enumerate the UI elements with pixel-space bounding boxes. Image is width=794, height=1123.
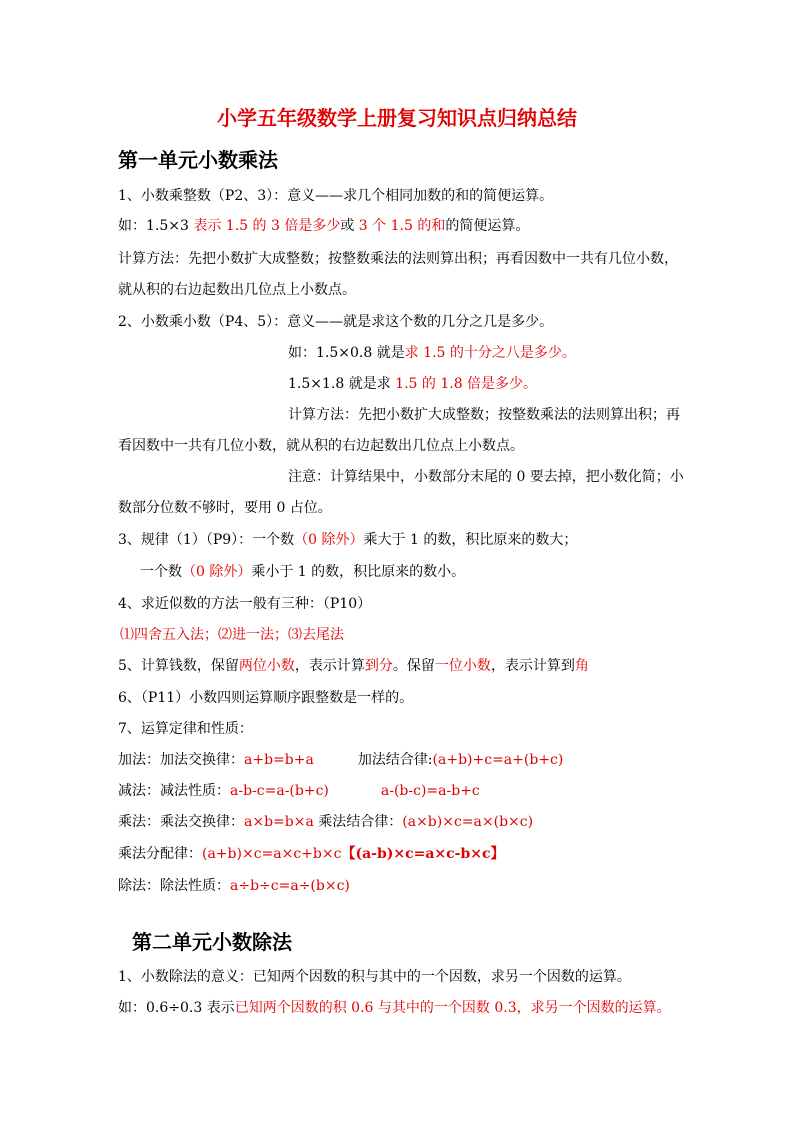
formula: a-(b-c)=a-b+c <box>380 783 480 799</box>
text: ，表示计算 <box>294 658 365 674</box>
text: 减法：减法性质： <box>118 783 230 799</box>
rule-line <box>140 562 465 582</box>
text: 1.5×1.8 就是求 <box>288 376 396 392</box>
text: 5、计算钱数，保留 <box>118 658 239 674</box>
paragraph: 1、小数乘整数（P2、3）：意义——求几个相同加数的和的简便运算。 <box>118 188 554 204</box>
text: 乘法结合律： <box>313 814 403 830</box>
text: 一个数 <box>140 564 182 580</box>
text: 如：1.5×3 <box>118 218 194 234</box>
formula: 【(a-b)×c=a×c-b×c】 <box>341 846 505 862</box>
page-title: 小学五年级数学上册复习知识点归纳总结 <box>217 106 577 130</box>
text: 乘法：乘法交换律： <box>118 814 244 830</box>
law-line <box>118 781 480 801</box>
rule-line <box>118 530 577 550</box>
unit1-heading: 第一单元小数乘法 <box>118 148 278 172</box>
paragraph: 6、（P11）小数四则运算顺序跟整数是一样的。 <box>118 690 414 706</box>
highlight-text: （0 除外） <box>294 532 364 548</box>
paragraph: 计算方法：先把小数扩大成整数；按整数乘法的法则算出积；再看因数中一共有几位小数， <box>118 251 678 267</box>
highlight-text: 已知两个因数的积 0.6 与其中的一个因数 0.3，求另一个因数的运算。 <box>234 1000 671 1016</box>
paragraph: 2、小数乘小数（P4、5）：意义——就是求这个数的几分之几是多少。 <box>118 314 554 330</box>
highlight-text: 两位小数 <box>238 658 295 674</box>
highlight-text: 到分 <box>364 658 393 674</box>
text: 如：1.5×0.8 就是 <box>288 345 405 361</box>
highlight-text: 3 个 1.5 的和 <box>358 218 446 234</box>
paragraph: 就从积的右边起数出几位点上小数点。 <box>118 282 356 298</box>
highlight-text: 1.5 的 1.8 倍是多少。 <box>395 376 538 392</box>
highlight-text: 求 1.5 的十分之八是多少。 <box>404 345 576 361</box>
unit2-heading: 第二单元小数除法 <box>132 930 292 954</box>
highlight-text: 表示 1.5 的 3 倍是多少 <box>193 218 341 234</box>
money-line <box>118 656 589 676</box>
example-line <box>288 374 537 394</box>
example-line <box>288 343 576 363</box>
highlight-text: 一位小数 <box>434 658 491 674</box>
example-line <box>118 998 671 1018</box>
text: 3、规律（1）（P9）：一个数 <box>118 532 295 548</box>
text: 乘大于 1 的数，积比原来的数大； <box>363 532 578 548</box>
formula: (a+b)+c=a+(b+c) <box>432 752 564 768</box>
text: 乘法分配律： <box>118 846 202 862</box>
text: 加法：加法交换律： <box>118 752 244 768</box>
formula: a+b=b+a <box>244 752 314 768</box>
text: 乘小于 1 的数，积比原来的数小。 <box>251 564 466 580</box>
highlight-text: ⑴四舍五入法；⑵进一法；⑶去尾法 <box>120 627 344 643</box>
text: 或 <box>340 218 359 234</box>
highlight-text: 角 <box>574 658 589 674</box>
law-line <box>118 876 350 896</box>
formula: a-b-c=a-(b+c) <box>230 783 329 799</box>
law-line <box>118 750 563 770</box>
paragraph: 7、运算定律和性质： <box>118 721 253 737</box>
text: ，表示计算到 <box>490 658 575 674</box>
formula: a÷b÷c=a÷(b×c) <box>230 878 350 894</box>
law-line <box>118 844 505 864</box>
text: 如：0.6÷0.3 表示 <box>118 1000 235 1016</box>
paragraph: 注意：计算结果中，小数部分末尾的 0 要去掉，把小数化简；小 <box>288 469 684 485</box>
text: 加法结合律: <box>357 752 433 768</box>
text: 。保留 <box>392 658 435 674</box>
formula: (a×b)×c=a×(b×c) <box>402 814 534 830</box>
paragraph: 4、求近似数的方法一般有三种：（P10） <box>118 596 372 612</box>
example-line <box>118 216 529 236</box>
paragraph: 1、小数除法的意义：已知两个因数的积与其中的一个因数，求另一个因数的运算。 <box>118 969 631 985</box>
paragraph: 数部分位数不够时，要用 0 占位。 <box>118 500 332 516</box>
formula: a×b=b×a <box>244 814 314 830</box>
text: 的简便运算。 <box>445 218 530 234</box>
highlight-text: （0 除外） <box>182 564 252 580</box>
paragraph: 计算方法：先把小数扩大成整数；按整数乘法的法则算出积；再 <box>288 407 680 423</box>
text: 除法：除法性质： <box>118 878 230 894</box>
paragraph: 看因数中一共有几位小数，就从积的右边起数出几位点上小数点。 <box>118 438 524 454</box>
law-line <box>118 812 533 832</box>
formula: (a+b)×c=a×c+b×c <box>202 846 342 862</box>
